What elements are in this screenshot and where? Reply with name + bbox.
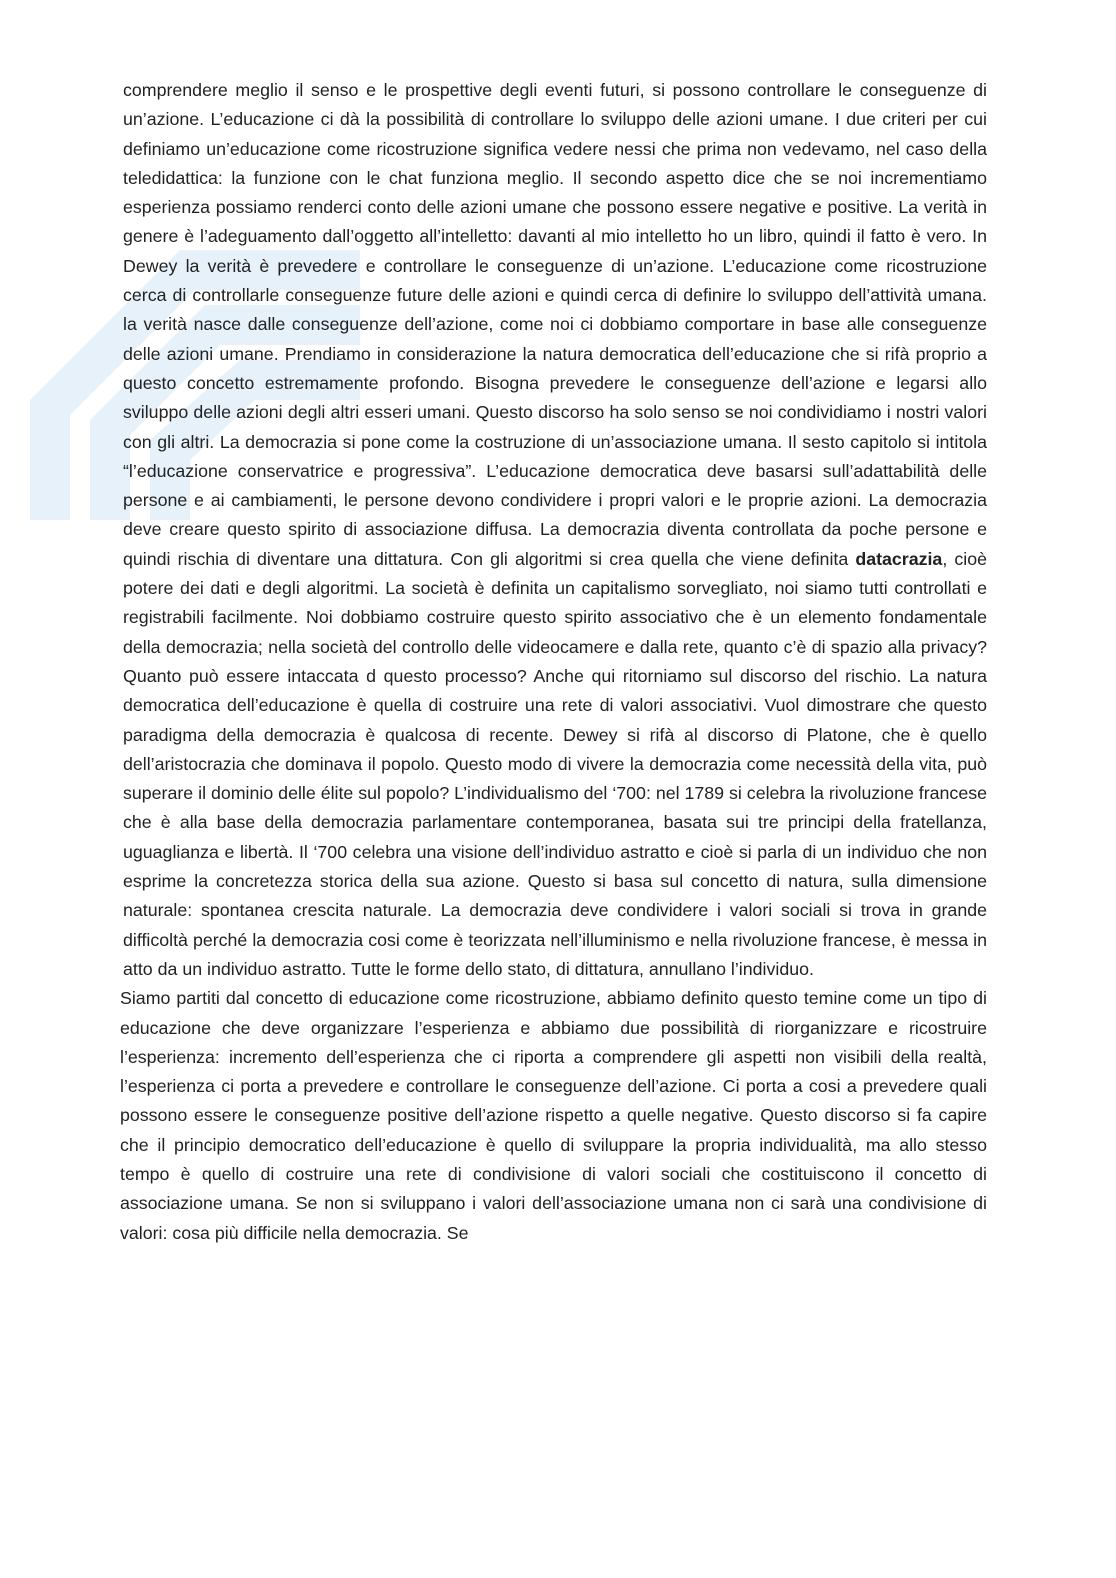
paragraph-1-text-after: , cioè potere dei dati e degli algoritmi. La società è definita un capitalismo sorvegliato, noi siamo tutti controllati e registrabili facilmente. Noi dobbiamo costruire questo spirito associativo che è un elemento fondamentale della democrazia; nella società del controllo delle videocamere e dalla rete, quanto c’è di spazio alla privacy? Quanto può essere intaccata d questo processo? Anche qui ritorniamo sul discorso del rischio. La natura democratica dell’educazione è quella di costruire una rete di valori associativi. Vuol dimostrare che questo paradigma della democrazia è qualcosa di recente. Dewey si rifà al discorso di Platone, che è quello dell’aristocrazia che dominava il popolo. Questo modo di vivere la democrazia come necessità della vita, può superare il dominio delle élite sul popolo? L’individualismo del ‘700: nel 1789 si celebra la rivoluzione francese che è alla base della democrazia parlamentare contemporanea, basata sui tre principi della fratellanza, uguaglianza e libertà. Il ‘700 celebra una visione dell’individuo astratto e cioè si parla di un individuo che non esprime la concretezza storica della sua azione. Questo si basa sul concetto di natura, sulla dimensione naturale: spontanea crescita naturale. La democrazia deve condividere i valori sociali si trova in grande difficoltà perché la democrazia cosi come è teorizzata nell’illuminismo e nella rivoluzione francese, è messa in atto da un individuo astratto. Tutte le forme dello stato, di dittatura, annullano l’individuo. (123, 548, 987, 979)
document-body (120, 76, 987, 1248)
paragraph-1 (123, 76, 987, 984)
paragraph-1-text-before: comprendere meglio il senso e le prospettive degli eventi futuri, si possono controllare le conseguenze di un’azione. L’educazione ci dà la possibilità di controllare lo sviluppo delle azioni umane. I due criteri per cui definiamo un’educazione come ricostruzione significa vedere nessi che prima non vedevamo, nel caso della teledidattica: la funzione con le chat funziona meglio. Il secondo aspetto dice che se noi incrementiamo esperienza possiamo renderci conto delle azioni umane che possono essere negative e positive. La verità in genere è l’adeguamento dall’oggetto all’intelletto: davanti al mio intelletto ho un libro, quindi il fatto è vero. In Dewey la verità è prevedere e controllare le conseguenze di un’azione. L’educazione come ricostruzione cerca di controllarle conseguenze future delle azioni e quindi cerca di definire lo sviluppo dell’attività umana. la verità nasce dalle conseguenze dell’azione, come noi ci dobbiamo comportare in base alle conseguenze delle azioni umane. Prendiamo in considerazione la natura democratica dell’educazione che si rifà proprio a questo concetto estremamente profondo. Bisogna prevedere le conseguenze dell’azione e legarsi allo sviluppo delle azioni degli altri esseri umani. Questo discorso ha solo senso se noi condividiamo i nostri valori con gli altri. La democrazia si pone come la costruzione di un’associazione umana. Il sesto capitolo si intitola “l’educazione conservatrice e progressiva”. L’educazione democratica deve basarsi sull’adattabilità delle persone e ai cambiamenti, le persone devono condividere i propri valori e le proprie azioni. La democrazia deve creare questo spirito di associazione diffusa. La democrazia diventa controllata da poche persone e quindi rischia di diventare una dittatura. Con gli algoritmi si crea quella che viene definita (123, 80, 987, 569)
keyword-datacrazia: datacrazia (855, 548, 943, 569)
paragraph-2: Siamo partiti dal concetto di educazione come ricostruzione, abbiamo definito questo temine come un tipo di educazione che deve organizzare l’esperienza e abbiamo due possibilità di riorganizzare e ricostruire l’esperienza: incremento dell’esperienza che ci riporta a comprendere gli aspetti non visibili della realtà, l’esperienza ci porta a prevedere e controllare le conseguenze dell’azione. Ci porta a cosi a prevedere quali possono essere le conseguenze positive dell’azione rispetto a quelle negative. Questo discorso si fa capire che il principio democratico dell’educazione è quello di sviluppare la propria individualità, ma allo stesso tempo è quello di costruire una rete di condivisione di valori sociali che costituiscono il concetto di associazione umana. Se non si sviluppano i valori dell’associazione umana non ci sarà una condivisione di valori: cosa più difficile nella democrazia. Se (120, 988, 987, 1243)
